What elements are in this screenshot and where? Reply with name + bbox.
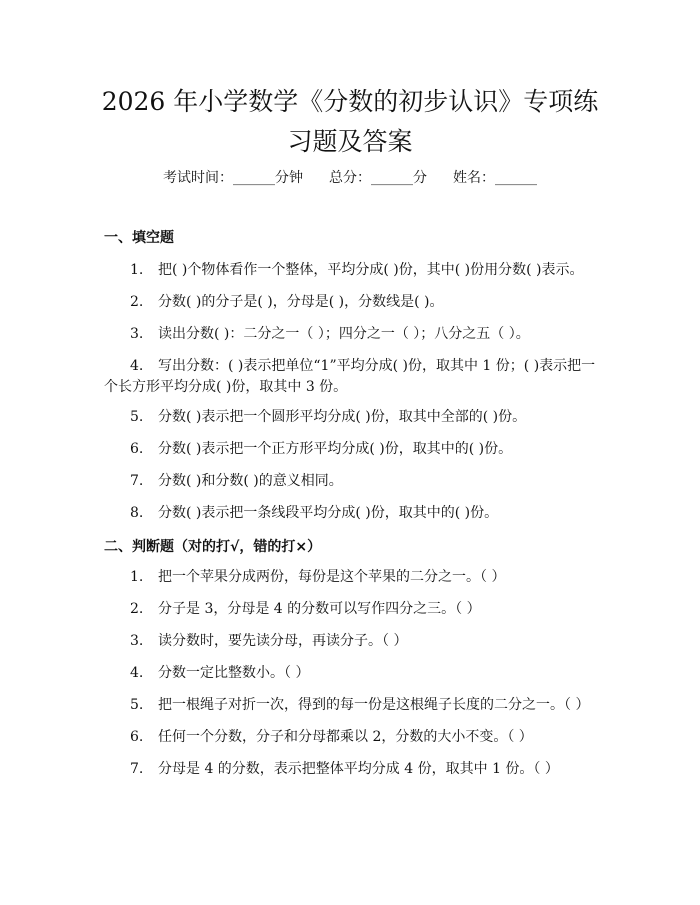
question-text: 分数( )和分数( )的意义相同。: [158, 473, 343, 489]
question-item: [104, 759, 600, 780]
question-number: 4.: [130, 665, 144, 681]
section-heading-fill-blank: 一、填空题: [104, 230, 174, 246]
title-line-1: 2026 年小学数学《分数的初步认识》专项练: [101, 87, 599, 116]
question-text: 写出分数：( )表示把单位“1”平均分成( )份，取其中 1 份；( )表示把一个长方形平均分成( )份，取其中 3 份。: [104, 358, 596, 395]
question-item: [104, 663, 600, 684]
question-number: 6.: [130, 441, 144, 457]
question-text: 把一根绳子对折一次，得到的每一份是这根绳子长度的二分之一。（ ）: [158, 697, 590, 713]
question-number: 7.: [130, 473, 144, 489]
exam-info: [0, 168, 700, 188]
section-heading-true-false: 二、判断题（对的打√，错的打×）: [104, 539, 322, 555]
question-item: [104, 599, 600, 620]
question-text: 分子是 3，分母是 4 的分数可以写作四分之三。（ ）: [158, 601, 481, 617]
question-number: 4.: [130, 358, 144, 374]
question-text: 分数( )表示把一个正方形平均分成( )份，取其中的( )份。: [158, 441, 513, 457]
question-item: [104, 324, 600, 345]
exam-time: 考试时间：______分钟: [163, 170, 303, 186]
question-item: [104, 356, 600, 398]
question-text: 分数一定比整数小。（ ）: [158, 665, 310, 681]
question-text: 读分数时，要先读分母，再读分子。（ ）: [158, 633, 408, 649]
question-item: [104, 471, 600, 492]
question-text: 任何一个分数，分子和分母都乘以 2，分数的大小不变。（ ）: [158, 729, 533, 745]
question-text: 分数( )表示把一个圆形平均分成( )份，取其中全部的( )份。: [158, 409, 527, 425]
question-text: 读出分数( )：二分之一（ ）；四分之一（ ）；八分之五（ ）。: [158, 326, 530, 342]
question-text: 把( )个物体看作一个整体，平均分成( )份，其中( )份用分数( )表示。: [158, 262, 584, 278]
question-number: 2.: [130, 294, 144, 310]
question-number: 1.: [130, 262, 144, 278]
question-number: 2.: [130, 601, 144, 617]
question-text: 分数( )的分子是( )，分母是( )，分数线是( )。: [158, 294, 444, 310]
question-item: [104, 631, 600, 652]
question-item: [104, 727, 600, 748]
question-number: 5.: [130, 409, 144, 425]
question-number: 8.: [130, 505, 144, 521]
question-text: 分母是 4 的分数，表示把整体平均分成 4 份，取其中 1 份。（ ）: [158, 761, 559, 777]
question-number: 6.: [130, 729, 144, 745]
question-item: [104, 260, 600, 281]
exam-name: 姓名：______: [453, 170, 537, 186]
page-title: [80, 82, 620, 162]
question-number: 5.: [130, 697, 144, 713]
question-number: 7.: [130, 761, 144, 777]
question-item: [104, 567, 600, 588]
title-line-2: 习题及答案: [287, 127, 413, 156]
question-number: 1.: [130, 569, 144, 585]
question-item: [104, 407, 600, 428]
question-number: 3.: [130, 326, 144, 342]
question-item: [104, 292, 600, 313]
question-text: 把一个苹果分成两份，每份是这个苹果的二分之一。（ ）: [158, 569, 506, 585]
question-item: [104, 503, 600, 524]
question-item: [104, 695, 600, 716]
exam-score: 总分：______分: [329, 170, 427, 186]
question-text: 分数( )表示把一条线段平均分成( )份，取其中的( )份。: [158, 505, 499, 521]
question-item: [104, 439, 600, 460]
question-number: 3.: [130, 633, 144, 649]
